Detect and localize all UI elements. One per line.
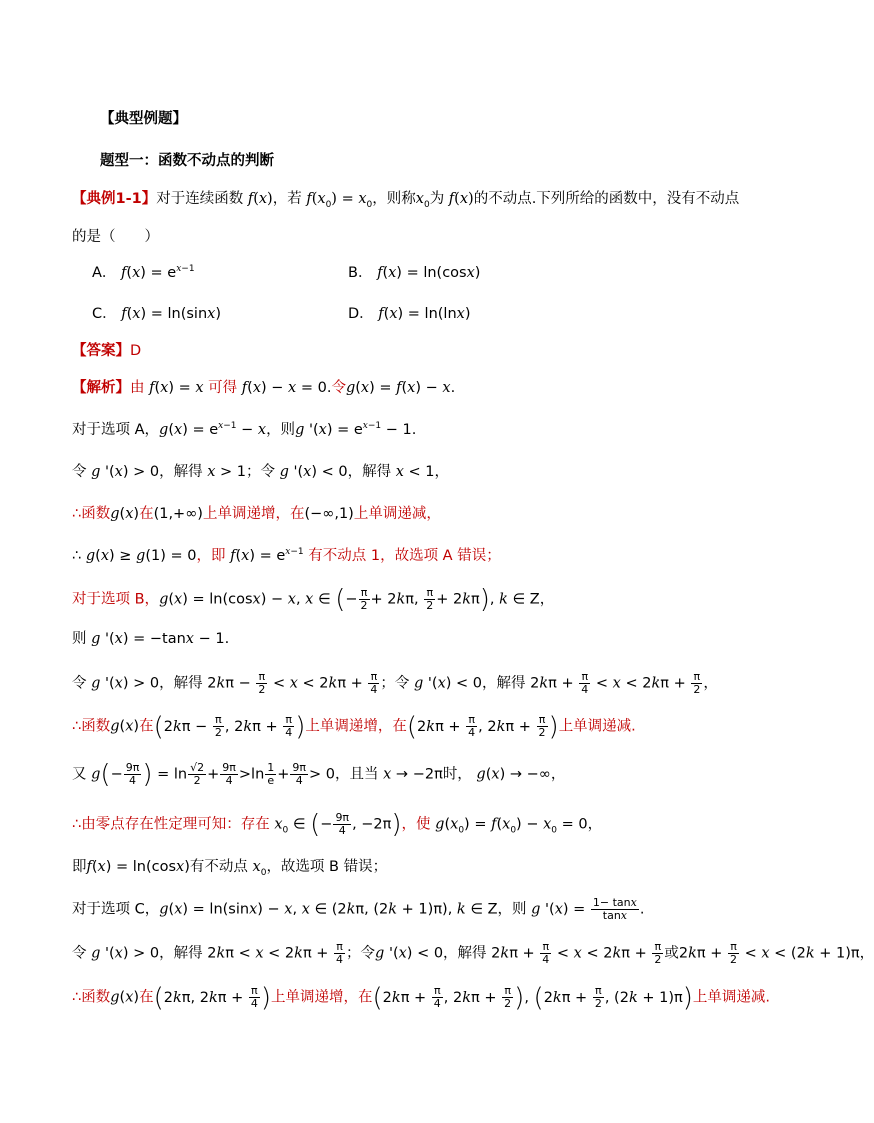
option-c[interactable]: C． f(x) = ln(sinx) bbox=[92, 306, 222, 322]
analysis-line-3: 令 g '(x) > 0，解得 x > 1；令 g '(x) < 0，解得 x < 1， bbox=[72, 464, 449, 480]
analysis-line-4: ∴函数g(x)在(1,+∞)上单调递增，在(−∞,1)上单调递减， bbox=[72, 506, 441, 522]
analysis-line-13: 对于选项 C，g(x) = ln(sinx) − x, x ∈ (2kπ, (2k + 1)π), k ∈ Z，则 g '(x) = $\frac{1- \tan x}{\tan x}$ . bbox=[72, 896, 645, 922]
analysis-tag: 【解析】 bbox=[72, 380, 130, 396]
answer-value: D bbox=[130, 343, 142, 359]
example-tag: 【典例1-1】 bbox=[72, 191, 157, 207]
analysis-line-12: 即f(x) = ln(cosx)有不动点 $x_0$，故选项 B 错误； bbox=[72, 859, 388, 878]
analysis-line-2: 对于选项 A，$g(x) = e^{x-1} - x$，则g '$(x) = e^{x-1} - 1$. bbox=[72, 421, 417, 438]
answer-line bbox=[72, 340, 734, 362]
question-line-2: 的是（ ） bbox=[72, 229, 159, 245]
analysis-line-6: 对于选项 B，g(x) = ln(cosx) − x, x ∈ (− $\frac{\pi}{2}$ + 2kπ, $\frac{\pi}{2}$ + 2kπ), k ∈ Z， bbox=[72, 584, 555, 615]
section-heading: 【典型例题】 bbox=[100, 111, 187, 127]
type-title: 题型一：函数不动点的判断 bbox=[100, 153, 274, 169]
analysis-line-7: 则 g '(x) = −tanx − 1. bbox=[72, 631, 230, 647]
analysis-line-11: ∴由零点存在性定理可知：存在 $x_0$ ∈ (− $\frac{9\pi}{4}$ , −2π)，使 $g(x_0) = f(x_0) - x_0 = 0$， bbox=[72, 809, 603, 840]
question-line-1: 【典例1-1】对于连续函数 f(x)，若 $f(x_0) = x_0$，则称$x_0$为 f(x)的不动点.下列所给的函数中，没有不动点 bbox=[72, 191, 740, 210]
analysis-line-15: ∴函数g(x)在(2kπ, 2kπ + $\frac{\pi}{4}$ )上单调递增，在(2kπ + $\frac{\pi}{4}$ , 2kπ + $\frac{\pi}{2}$ ), (2kπ + $\frac{\pi}{2}$ , (2k + 1)π)上单调递减. bbox=[72, 982, 770, 1013]
option-b[interactable]: B． f(x) = ln(cosx) bbox=[348, 265, 481, 281]
analysis-line-14: 令 g '(x) > 0，解得 2kπ < x < 2kπ + $\frac{\pi}{4}$ ；令g '(x) < 0，解得 2kπ + $\frac{\pi}{4}$ < x < 2kπ + $\frac{\pi}{2}$ 或2kπ + $\frac{\pi}{2}$ < x < (2k + 1)π， bbox=[72, 940, 874, 966]
analysis-line-9: ∴函数g(x)在(2kπ − $\frac{\pi}{2}$ , 2kπ + $\frac{\pi}{4}$ )上单调递增，在(2kπ + $\frac{\pi}{4}$ , 2kπ + $\frac{\pi}{2}$ )上单调递减. bbox=[72, 711, 636, 742]
option-d[interactable]: D． f(x) = ln(lnx) bbox=[348, 306, 471, 322]
analysis-line-5: ∴ g(x) ≥ g(1) = 0，即 $f(x) = e^{x-1}$ 有不动点 1，故选项 A 错误； bbox=[72, 547, 501, 564]
analysis-line-8: 令 g '(x) > 0，解得 2kπ − $\frac{\pi}{2}$ < x < 2kπ + $\frac{\pi}{4}$ ；令 g '(x) < 0，解得 2kπ + $\frac{\pi}{4}$ < x < 2kπ + $\frac{\pi}{2}$ ， bbox=[72, 670, 718, 696]
analysis-line-1: 【解析】由 f(x) = x 可得 f(x) − x = 0.令g(x) = f(x) − x. bbox=[72, 380, 456, 396]
analysis-line-10: 又 g(− $\frac{9\pi}{4}$ ) = ln $\frac{√2}{2}$ + $\frac{9\pi}{4}$ >ln $\frac{1}{e}$ + $\frac{9\pi}{4}$ > 0，且当 x → −2π时， g(x) → −∞， bbox=[72, 759, 566, 790]
option-a[interactable]: A． $f(x) = e^{x-1}$ bbox=[92, 264, 195, 281]
answer-tag: 【答案】 bbox=[72, 343, 130, 359]
